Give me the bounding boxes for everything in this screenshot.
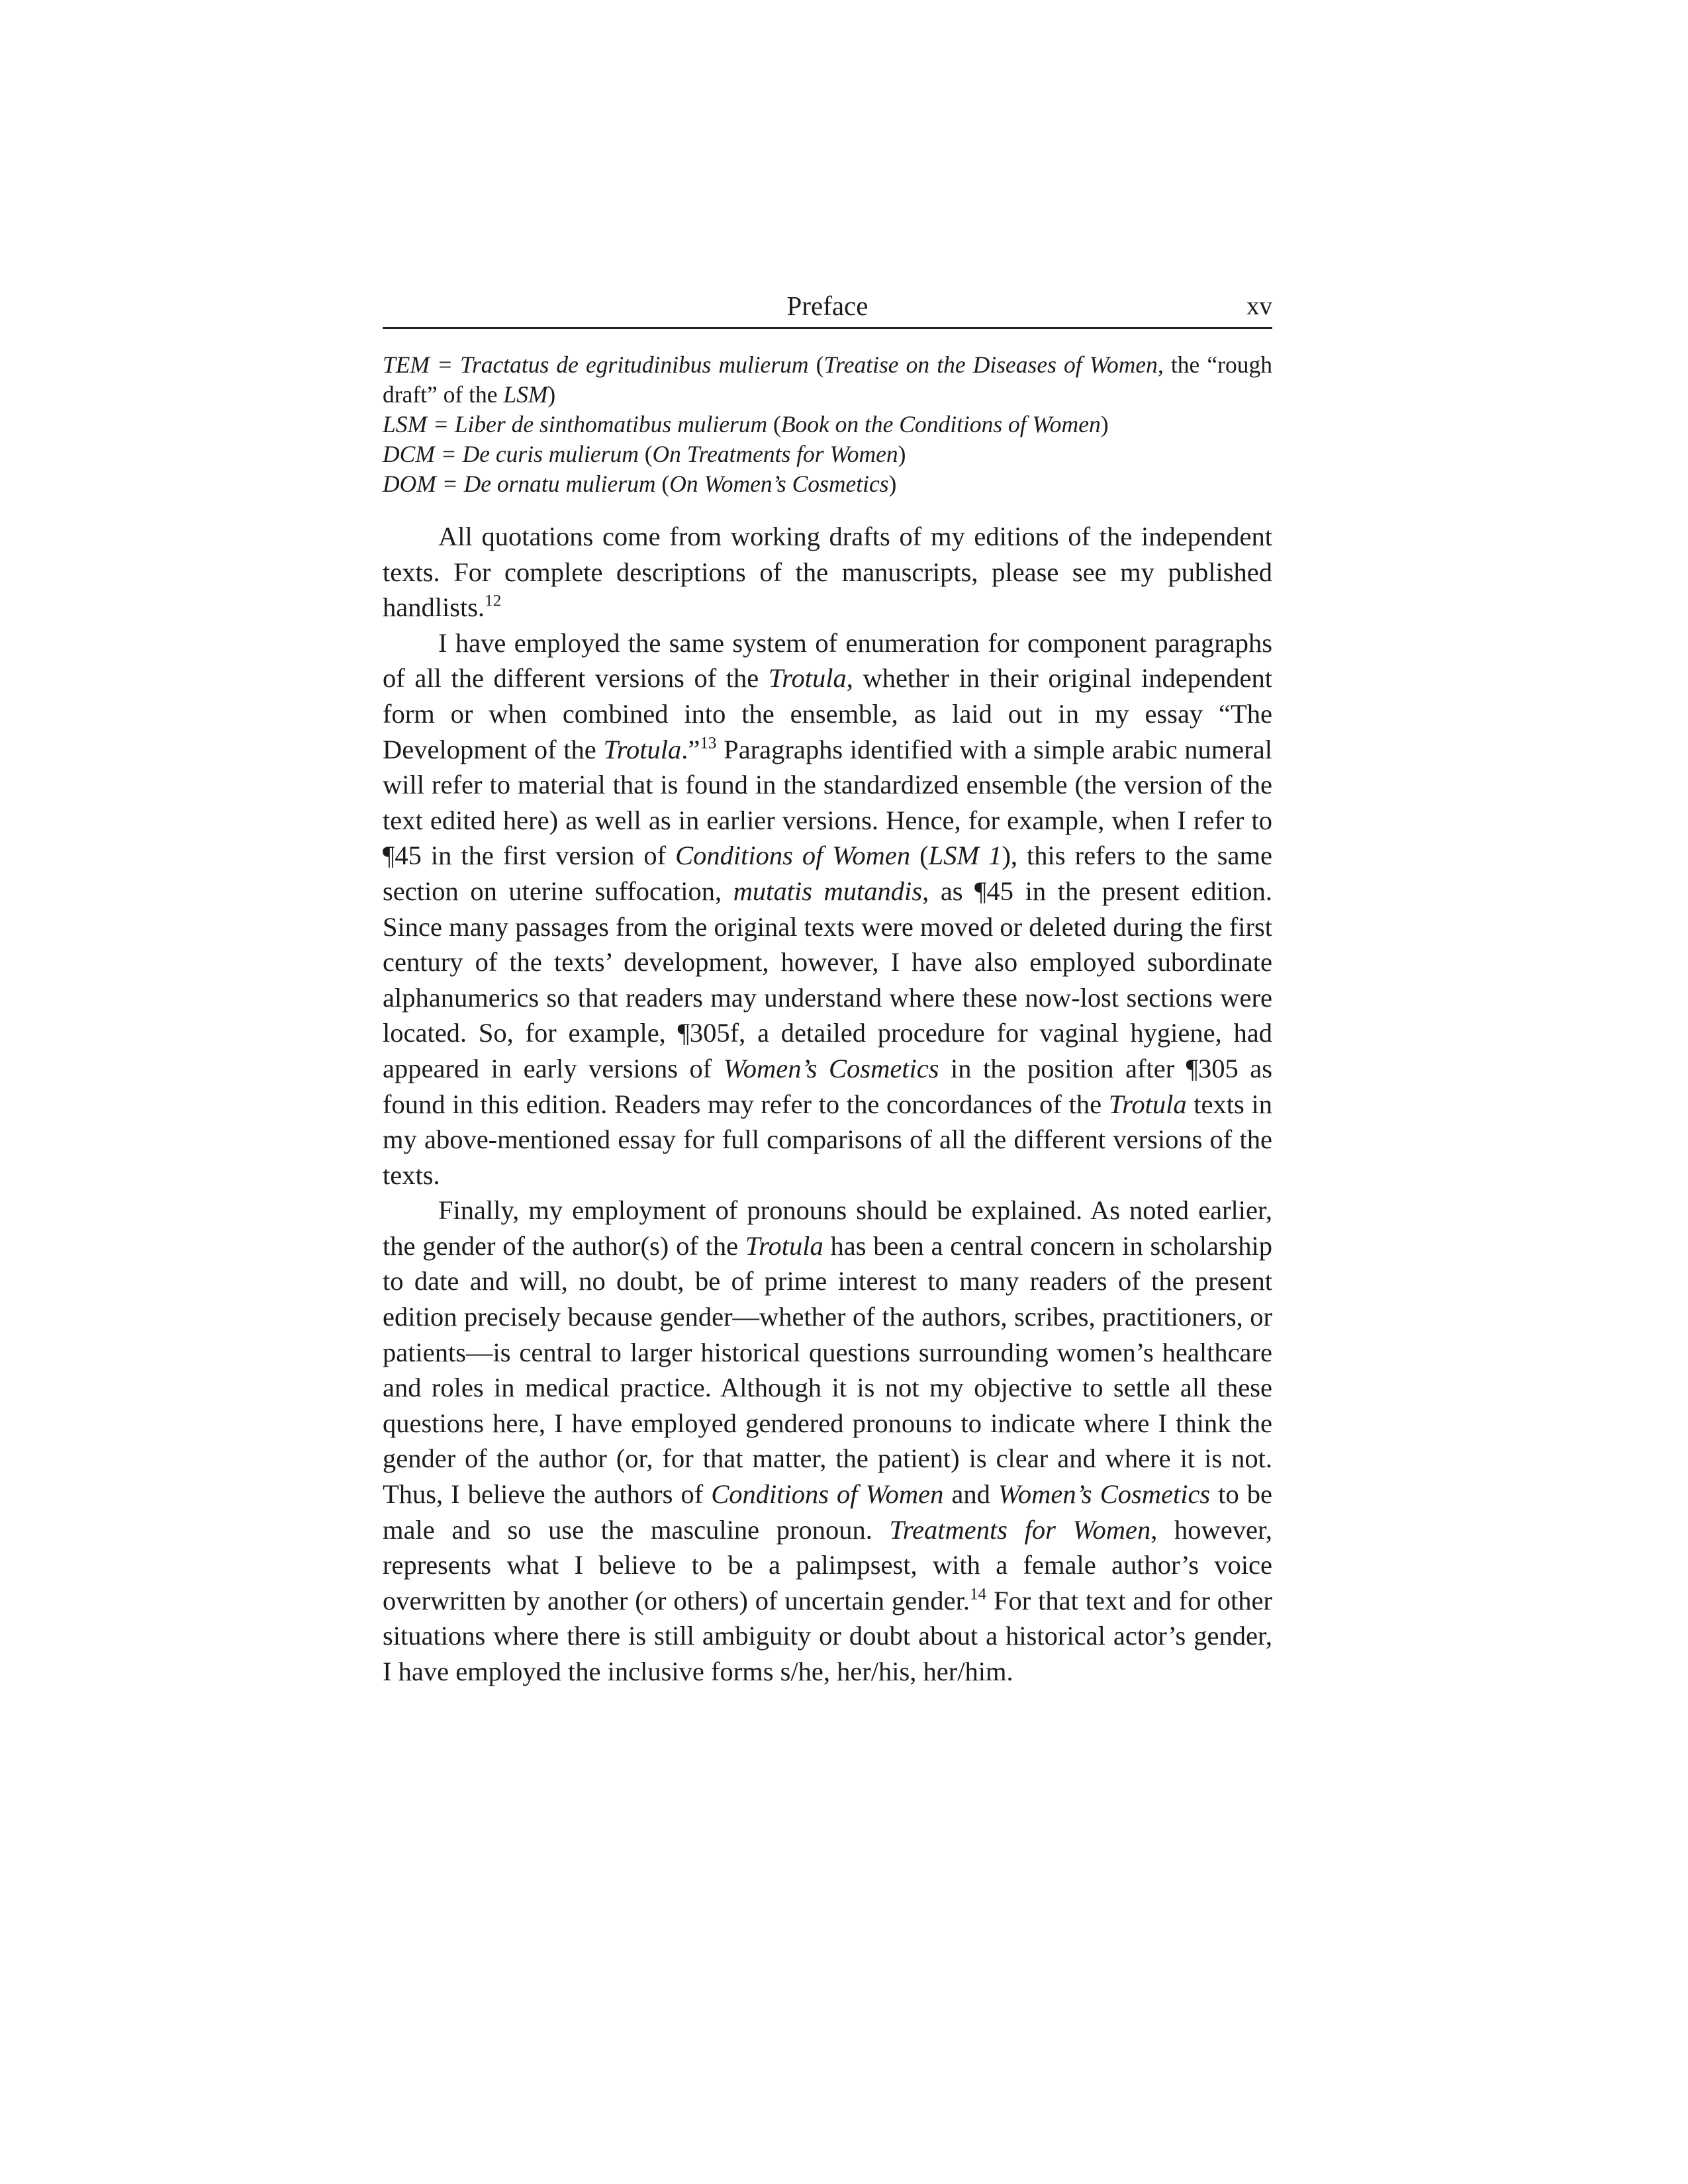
abbreviation: DOM bbox=[383, 471, 436, 497]
abbreviation-entry-dom: DOM = De ornatu mulierum (On Women’s Cosmetics) bbox=[383, 471, 897, 497]
latin-title: Tractatus de egritudinibus mulierum bbox=[460, 351, 809, 378]
paragraph-enumeration: I have employed the same system of enumeration for component paragraphs of all the different versions of the Trotula, whether in their original independent form or when combined into the ensemble, as laid out in my essay “The Development of the Trotula.”$^{13}$ Paragraphs identified with a simple arabic numeral will refer to material that is found in the standardized ensemble (the version of the text edited here) as well as in earlier versions. Hence, for example, when I refer to ¶45 in the first version of Conditions of Women (LSM 1), this refers to the same section on uterine suffocation, mutatis mutandis, as ¶45 in the present edition. Since many passages from the original texts were moved or deleted during the first century of the texts’ development, however, I have also employed subordinate alphanumerics so that readers may understand where these now-lost sections were located. So, for example, ¶305f, a detailed procedure for vaginal hygiene, had appeared in early versions of Women’s Cosmetics in the position after ¶305 as found in this edition. Readers may refer to the concordances of the Trotula texts in my above-mentioned essay for full comparisons of all the different versions of the texts. bbox=[383, 627, 1273, 1190]
paragraph-quotations: All quotations come from working drafts of my editions of the independent texts. For complete descriptions of the manuscripts, please see my published handlists.$^{12}$ bbox=[383, 522, 1272, 623]
english-title: On Treatments for Women bbox=[652, 441, 898, 467]
footnote-ref-13: 13 bbox=[700, 734, 717, 752]
footnote-ref-12: 12 bbox=[485, 592, 502, 610]
abbreviation-list bbox=[383, 350, 1272, 499]
body-text bbox=[383, 519, 1272, 1690]
abbreviation-entry-tem: TEM = Tractatus de egritudinibus mulierum (Treatise on the Diseases of Women, the “rough draft” of the LSM) bbox=[383, 351, 1272, 408]
abbreviation-note-ref: LSM bbox=[503, 381, 548, 408]
abbreviation-note: , the “rough draft” of the bbox=[383, 351, 1272, 408]
paragraph-pronouns: Finally, my employment of pronouns should be explained. As noted earlier, the gender of the author(s) of the Trotula has been a central concern in scholarship to date and will, no doubt, be of prime interest to many readers of the present edition precisely because gender—whether of the authors, scribes, practitioners, or patients—is central to larger historical questions surrounding women’s healthcare and roles in medical practice. Although it is not my objective to settle all these questions here, I have employed gendered pronouns to indicate where I think the gender of the author (or, for that matter, the patient) is clear and where it is not. Thus, I believe the authors of Conditions of Women and Women’s Cosmetics to be male and so use the masculine pronoun. Treatments for Women, however, represents what I believe to be a palimpsest, with a female author’s voice overwritten by another (or others) of uncertain gender.$^{14}$ For that text and for other situations where there is still ambiguity or doubt about a historical actor’s gender, I have employed the inclusive forms s/he, her/his, her/him. bbox=[383, 1195, 1273, 1686]
running-title: Preface bbox=[786, 291, 868, 321]
latin-title: De curis mulierum bbox=[462, 441, 639, 467]
running-head bbox=[383, 285, 1272, 329]
abbreviation: TEM bbox=[383, 351, 430, 378]
abbreviation-entry-lsm: LSM = Liber de sinthomatibus mulierum (Book on the Conditions of Women) bbox=[383, 411, 1109, 437]
page-number: xv bbox=[1246, 292, 1272, 320]
book-page bbox=[383, 285, 1272, 1690]
footnote-ref-14: 14 bbox=[969, 1585, 987, 1604]
english-title: On Women’s Cosmetics bbox=[669, 471, 889, 497]
english-title: Treatise on the Diseases of Women bbox=[823, 351, 1158, 378]
latin-title: Liber de sinthomatibus mulierum bbox=[454, 411, 768, 437]
latin-title: De ornatu mulierum bbox=[463, 471, 656, 497]
abbreviation: DCM bbox=[383, 441, 435, 467]
abbreviation-entry-dcm: DCM = De curis mulierum (On Treatments for Women) bbox=[383, 441, 906, 467]
english-title: Book on the Conditions of Women bbox=[780, 411, 1101, 437]
abbreviation: LSM bbox=[383, 411, 428, 437]
